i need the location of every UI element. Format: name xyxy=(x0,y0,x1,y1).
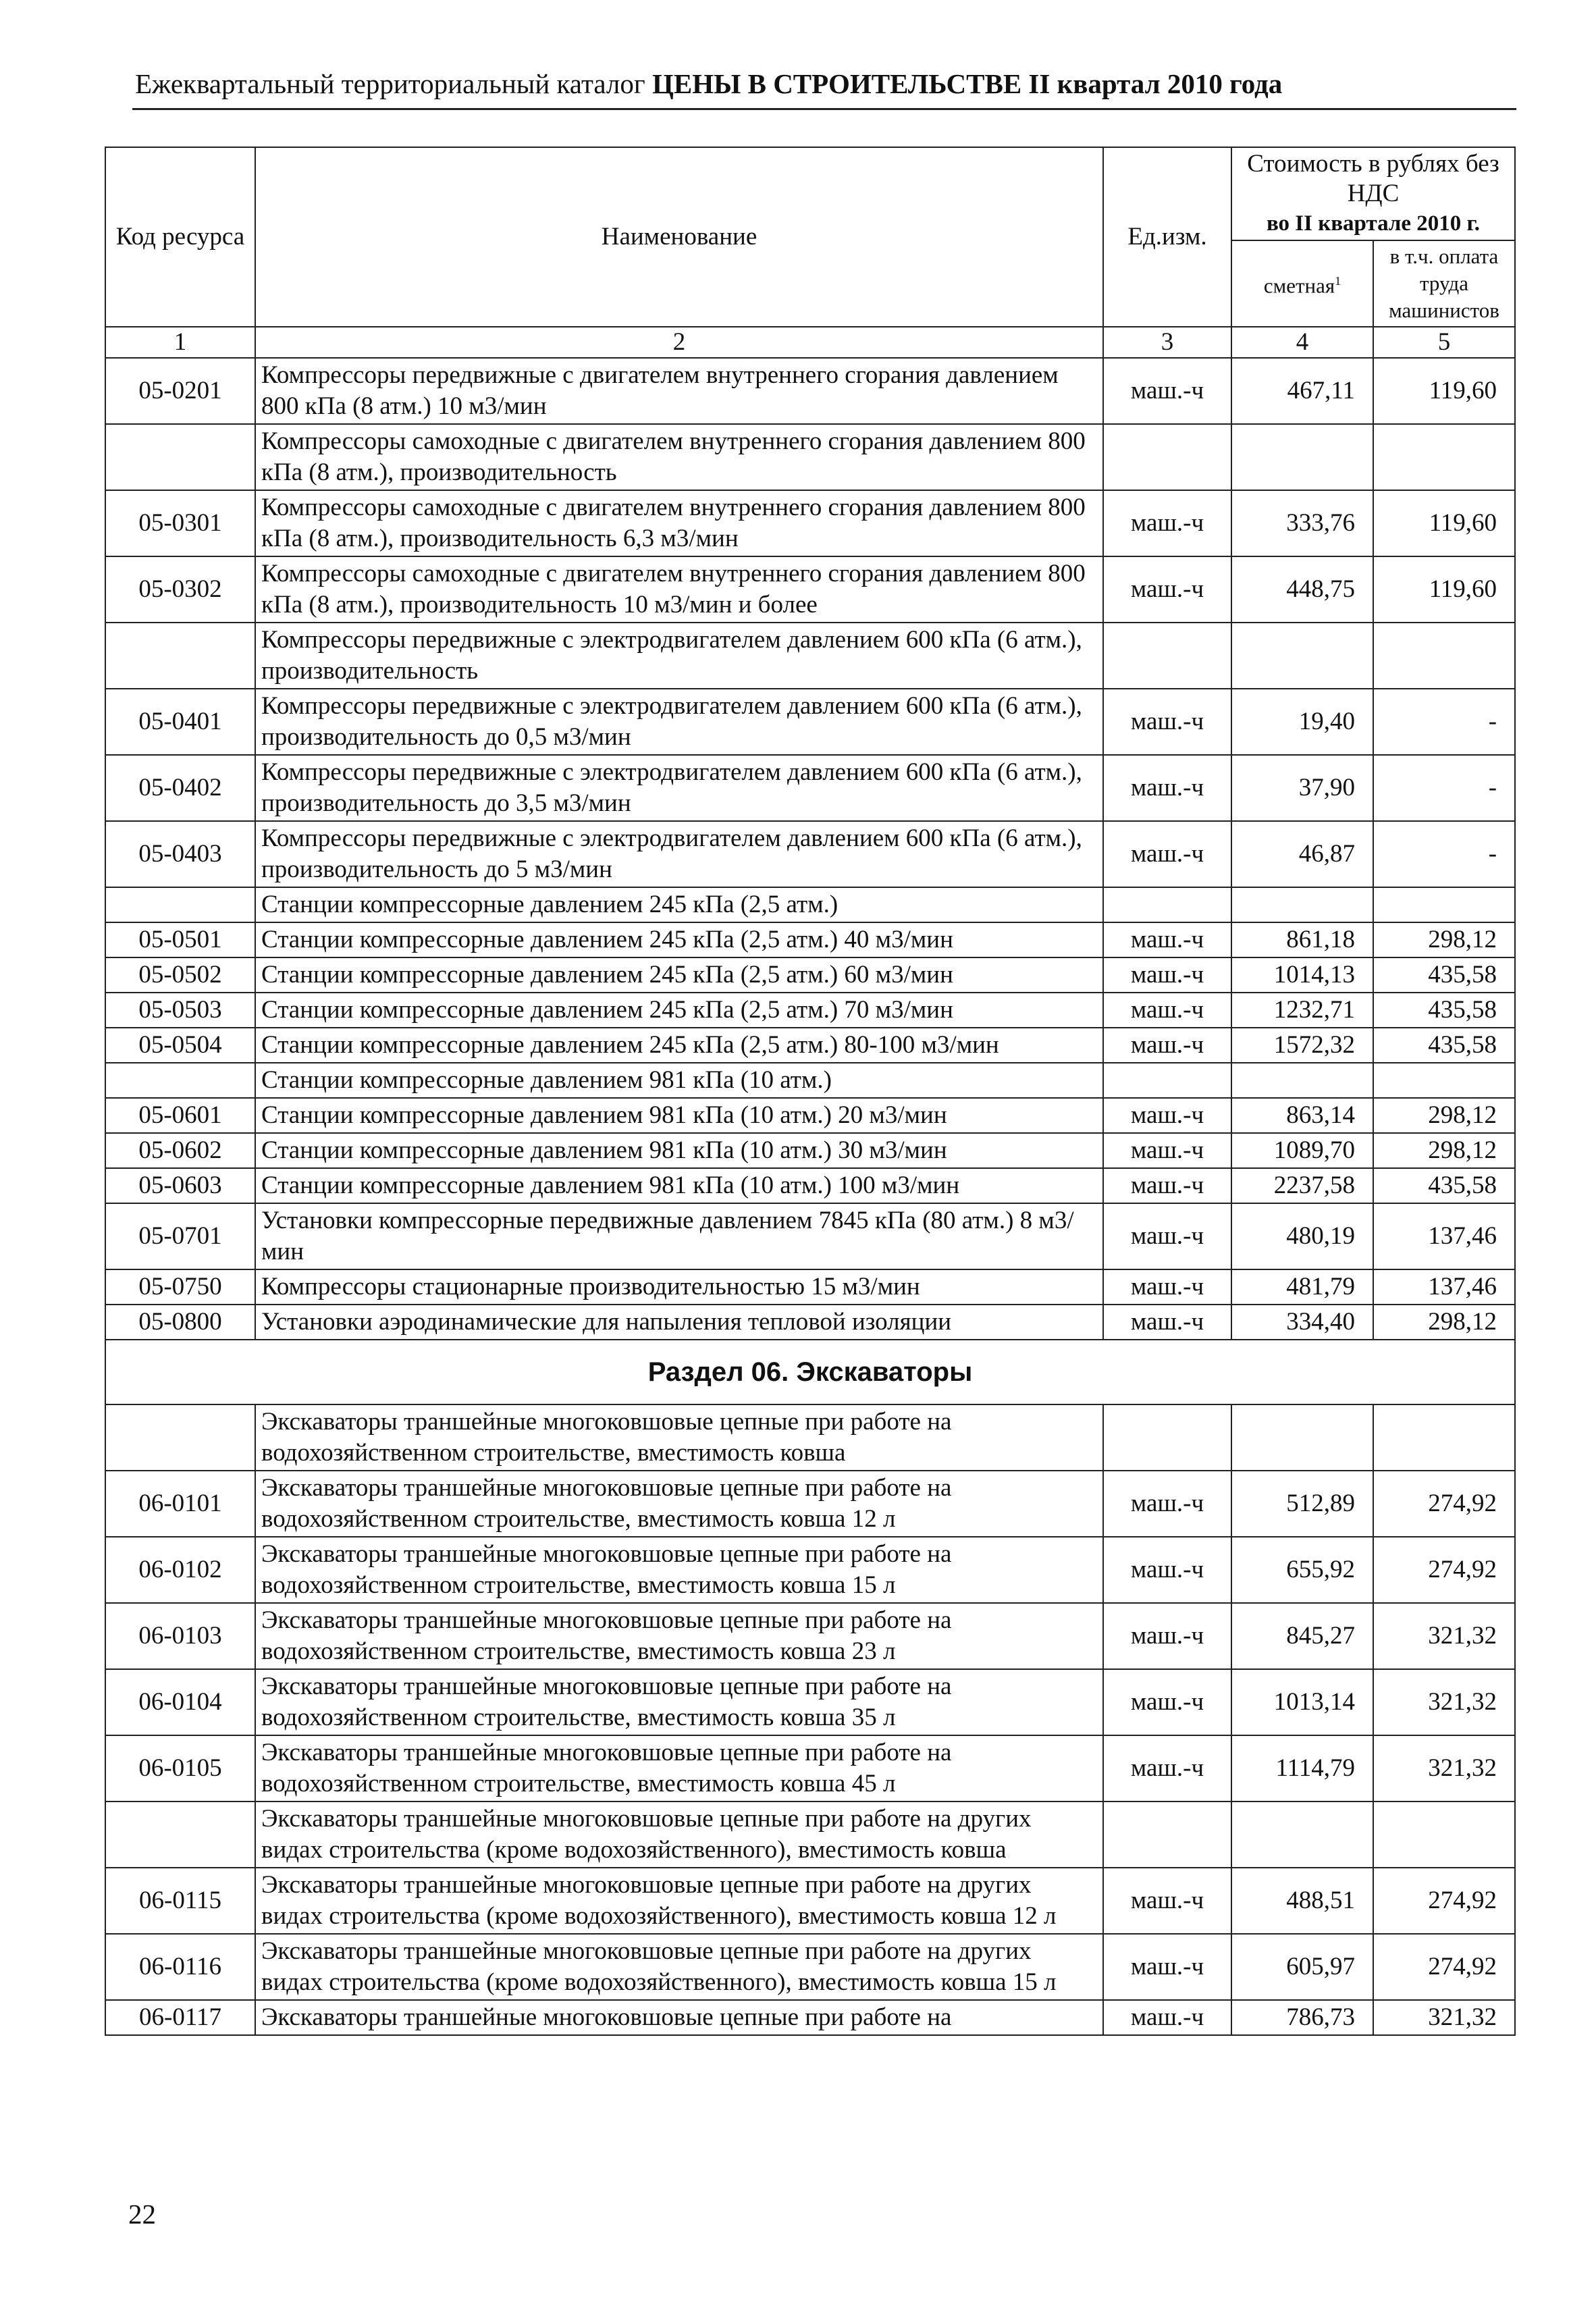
table-row xyxy=(105,1098,1515,1133)
resource-code: 05-0402 xyxy=(105,755,255,821)
resource-code: 05-0601 xyxy=(105,1098,255,1133)
price-cell: 1013,14 xyxy=(1231,1669,1373,1735)
unit-cell: маш.-ч xyxy=(1103,821,1231,887)
price-cell: 481,79 xyxy=(1231,1269,1373,1305)
labor-cost-cell: 321,32 xyxy=(1373,1669,1515,1735)
labor-cost-cell: 119,60 xyxy=(1373,358,1515,424)
resource-name: Станции компрессорные давлением 981 кПа (10 атм.) xyxy=(255,1063,1103,1098)
resource-name: Экскаваторы траншейные многоковшовые цепные при работе на водохозяйственном строительстве, вместимость ковша 45 л xyxy=(255,1735,1103,1802)
unit-cell: маш.-ч xyxy=(1103,1028,1231,1063)
unit-cell: маш.-ч xyxy=(1103,1868,1231,1934)
labor-cost-cell: 274,92 xyxy=(1373,1868,1515,1934)
price-cell: 1089,70 xyxy=(1231,1133,1373,1168)
resource-code: 06-0101 xyxy=(105,1471,255,1537)
resource-name: Станции компрессорные давлением 981 кПа (10 атм.) 20 м3/мин xyxy=(255,1098,1103,1133)
resource-code: 06-0116 xyxy=(105,1934,255,2000)
unit-cell xyxy=(1103,424,1231,490)
resource-name: Экскаваторы траншейные многоковшовые цепные при работе на xyxy=(255,2000,1103,2035)
unit-cell: маш.-ч xyxy=(1103,1669,1231,1735)
resource-code: 05-0603 xyxy=(105,1168,255,1203)
resource-code: 05-0502 xyxy=(105,957,255,993)
table-row xyxy=(105,1203,1515,1269)
resource-code xyxy=(105,623,255,689)
colnum-3: 3 xyxy=(1103,327,1231,358)
resource-name: Компрессоры передвижные с электродвигателем давлением 600 кПа (6 атм.), производительность до 0,5 м3/мин xyxy=(255,689,1103,755)
resource-code: 05-0701 xyxy=(105,1203,255,1269)
price-cell: 488,51 xyxy=(1231,1868,1373,1934)
unit-cell xyxy=(1103,887,1231,922)
unit-cell: маш.-ч xyxy=(1103,993,1231,1028)
resource-name: Компрессоры стационарные производительностью 15 м3/мин xyxy=(255,1269,1103,1305)
resource-name: Компрессоры передвижные с двигателем внутреннего сгорания давлением 800 кПа (8 атм.) 10 м3/мин xyxy=(255,358,1103,424)
unit-cell: маш.-ч xyxy=(1103,689,1231,755)
unit-cell: маш.-ч xyxy=(1103,755,1231,821)
resource-code: 06-0103 xyxy=(105,1603,255,1669)
table-row xyxy=(105,1168,1515,1203)
colnum-2: 2 xyxy=(255,327,1103,358)
price-cell: 1232,71 xyxy=(1231,993,1373,1028)
labor-cost-cell: 274,92 xyxy=(1373,1471,1515,1537)
labor-cost-cell xyxy=(1373,1404,1515,1471)
resource-code: 05-0750 xyxy=(105,1269,255,1305)
header-incl-labor: в т.ч. оплата труда машинистов xyxy=(1373,240,1515,327)
labor-cost-cell: - xyxy=(1373,689,1515,755)
unit-cell: маш.-ч xyxy=(1103,1735,1231,1802)
table-row xyxy=(105,821,1515,887)
resource-name: Станции компрессорные давлением 245 кПа (2,5 атм.) 70 м3/мин xyxy=(255,993,1103,1028)
labor-cost-cell: 435,58 xyxy=(1373,957,1515,993)
resource-name: Станции компрессорные давлением 981 кПа (10 атм.) 30 м3/мин xyxy=(255,1133,1103,1168)
footnote-mark: 1 xyxy=(1335,274,1341,288)
table-row xyxy=(105,755,1515,821)
header-prefix: Ежеквартальный территориальный каталог xyxy=(135,68,645,99)
resource-code xyxy=(105,1063,255,1098)
price-cell: 512,89 xyxy=(1231,1471,1373,1537)
table-row xyxy=(105,1305,1515,1340)
table-row xyxy=(105,1802,1515,1868)
unit-cell xyxy=(1103,1802,1231,1868)
resource-code xyxy=(105,1802,255,1868)
resource-name: Экскаваторы траншейные многоковшовые цепные при работе на водохозяйственном строительстве, вместимость ковша 15 л xyxy=(255,1537,1103,1603)
resource-code: 05-0501 xyxy=(105,922,255,957)
price-cell: 786,73 xyxy=(1231,2000,1373,2035)
section-title: Раздел 06. Экскаваторы xyxy=(105,1340,1515,1404)
unit-cell: маш.-ч xyxy=(1103,490,1231,556)
resource-name: Экскаваторы траншейные многоковшовые цепные при работе на других видах строительства (кроме водохозяйственного), вместимость ковша xyxy=(255,1802,1103,1868)
labor-cost-cell: 274,92 xyxy=(1373,1934,1515,2000)
table-row xyxy=(105,556,1515,623)
table-row xyxy=(105,1669,1515,1735)
colnum-4: 4 xyxy=(1231,327,1373,358)
price-cell: 480,19 xyxy=(1231,1203,1373,1269)
labor-cost-cell: 137,46 xyxy=(1373,1269,1515,1305)
resource-code: 05-0602 xyxy=(105,1133,255,1168)
resource-code: 06-0117 xyxy=(105,2000,255,2035)
resource-name: Установки аэродинамические для напыления тепловой изоляции xyxy=(255,1305,1103,1340)
price-cell xyxy=(1231,887,1373,922)
table-row xyxy=(105,887,1515,922)
resource-code: 05-0503 xyxy=(105,993,255,1028)
resource-code: 05-0800 xyxy=(105,1305,255,1340)
price-cell: 861,18 xyxy=(1231,922,1373,957)
unit-cell: маш.-ч xyxy=(1103,1537,1231,1603)
resource-code xyxy=(105,1404,255,1471)
table-row xyxy=(105,623,1515,689)
price-cell: 1572,32 xyxy=(1231,1028,1373,1063)
resource-name: Экскаваторы траншейные многоковшовые цепные при работе на водохозяйственном строительстве, вместимость ковша 35 л xyxy=(255,1669,1103,1735)
table-row xyxy=(105,1028,1515,1063)
table-row xyxy=(105,1934,1515,2000)
price-cell: 334,40 xyxy=(1231,1305,1373,1340)
labor-cost-cell: 298,12 xyxy=(1373,1305,1515,1340)
table-row xyxy=(105,957,1515,993)
colnum-1: 1 xyxy=(105,327,255,358)
price-cell xyxy=(1231,623,1373,689)
resource-code: 05-0302 xyxy=(105,556,255,623)
unit-cell: маш.-ч xyxy=(1103,358,1231,424)
labor-cost-cell: 119,60 xyxy=(1373,556,1515,623)
resource-name: Компрессоры передвижные с электродвигателем давлением 600 кПа (6 атм.), производительность до 5 м3/мин xyxy=(255,821,1103,887)
table-row xyxy=(105,1735,1515,1802)
price-cell: 655,92 xyxy=(1231,1537,1373,1603)
labor-cost-cell xyxy=(1373,1063,1515,1098)
table-row xyxy=(105,1471,1515,1537)
unit-cell: маш.-ч xyxy=(1103,1934,1231,2000)
resource-code: 05-0401 xyxy=(105,689,255,755)
labor-cost-cell: 298,12 xyxy=(1373,1133,1515,1168)
price-cell xyxy=(1231,1063,1373,1098)
resource-name: Экскаваторы траншейные многоковшовые цепные при работе на водохозяйственном строительстве, вместимость ковша 23 л xyxy=(255,1603,1103,1669)
resource-code: 06-0115 xyxy=(105,1868,255,1934)
resource-name: Экскаваторы траншейные многоковшовые цепные при работе на других видах строительства (кроме водохозяйственного), вместимость ковша 15 л xyxy=(255,1934,1103,2000)
price-cell: 1014,13 xyxy=(1231,957,1373,993)
labor-cost-cell: 274,92 xyxy=(1373,1537,1515,1603)
resource-code: 05-0201 xyxy=(105,358,255,424)
header-cost-group xyxy=(1231,147,1515,240)
price-cell xyxy=(1231,1802,1373,1868)
colnum-5: 5 xyxy=(1373,327,1515,358)
resource-name: Компрессоры самоходные с двигателем внутреннего сгорания давлением 800 кПа (8 атм.), производительность 10 м3/мин и более xyxy=(255,556,1103,623)
labor-cost-cell: 321,32 xyxy=(1373,2000,1515,2035)
resource-name: Компрессоры передвижные с электродвигателем давлением 600 кПа (6 атм.), производительность до 3,5 м3/мин xyxy=(255,755,1103,821)
labor-cost-cell: 137,46 xyxy=(1373,1203,1515,1269)
price-cell: 2237,58 xyxy=(1231,1168,1373,1203)
resource-name: Экскаваторы траншейные многоковшовые цепные при работе на водохозяйственном строительстве, вместимость ковша 12 л xyxy=(255,1471,1103,1537)
page-number: 22 xyxy=(128,2199,156,2230)
labor-cost-cell: - xyxy=(1373,821,1515,887)
resource-name: Экскаваторы траншейные многоковшовые цепные при работе на водохозяйственном строительстве, вместимость ковша xyxy=(255,1404,1103,1471)
table-row xyxy=(105,1269,1515,1305)
labor-cost-cell xyxy=(1373,887,1515,922)
resource-code xyxy=(105,424,255,490)
unit-cell: маш.-ч xyxy=(1103,1471,1231,1537)
header-cost-label: Стоимость в рублях без НДС xyxy=(1247,150,1499,207)
table-row xyxy=(105,490,1515,556)
price-cell: 37,90 xyxy=(1231,755,1373,821)
unit-cell: маш.-ч xyxy=(1103,922,1231,957)
resource-name: Компрессоры самоходные с двигателем внутреннего сгорания давлением 800 кПа (8 атм.), производительность xyxy=(255,424,1103,490)
price-cell: 1114,79 xyxy=(1231,1735,1373,1802)
labor-cost-cell: - xyxy=(1373,755,1515,821)
labor-cost-cell: 298,12 xyxy=(1373,1098,1515,1133)
table-row xyxy=(105,993,1515,1028)
unit-cell: маш.-ч xyxy=(1103,1305,1231,1340)
labor-cost-cell: 298,12 xyxy=(1373,922,1515,957)
header-title: ЦЕНЫ В СТРОИТЕЛЬСТВЕ II квартал 2010 года xyxy=(651,68,1283,99)
table-row xyxy=(105,1404,1515,1471)
table-row xyxy=(105,424,1515,490)
unit-cell xyxy=(1103,1404,1231,1471)
unit-cell: маш.-ч xyxy=(1103,556,1231,623)
unit-cell xyxy=(1103,1063,1231,1098)
labor-cost-cell xyxy=(1373,1802,1515,1868)
labor-cost-cell: 321,32 xyxy=(1373,1735,1515,1802)
table-row xyxy=(105,1868,1515,1934)
table-row xyxy=(105,1603,1515,1669)
labor-cost-cell xyxy=(1373,623,1515,689)
price-cell: 863,14 xyxy=(1231,1098,1373,1133)
labor-cost-cell: 435,58 xyxy=(1373,993,1515,1028)
labor-cost-cell xyxy=(1373,424,1515,490)
labor-cost-cell: 119,60 xyxy=(1373,490,1515,556)
unit-cell: маш.-ч xyxy=(1103,2000,1231,2035)
resource-code: 06-0105 xyxy=(105,1735,255,1802)
table-row xyxy=(105,689,1515,755)
resource-name: Станции компрессорные давлением 981 кПа (10 атм.) 100 м3/мин xyxy=(255,1168,1103,1203)
labor-cost-cell: 435,58 xyxy=(1373,1168,1515,1203)
labor-cost-cell: 321,32 xyxy=(1373,1603,1515,1669)
price-cell: 448,75 xyxy=(1231,556,1373,623)
resource-name: Установки компрессорные передвижные давлением 7845 кПа (80 атм.) 8 м3/мин xyxy=(255,1203,1103,1269)
price-cell xyxy=(1231,424,1373,490)
table-row xyxy=(105,1133,1515,1168)
header-period: во II квартале 2010 г. xyxy=(1266,211,1481,236)
price-cell: 19,40 xyxy=(1231,689,1373,755)
unit-cell: маш.-ч xyxy=(1103,1098,1231,1133)
resource-name: Станции компрессорные давлением 245 кПа (2,5 атм.) xyxy=(255,887,1103,922)
resource-code: 06-0104 xyxy=(105,1669,255,1735)
resource-code: 05-0504 xyxy=(105,1028,255,1063)
price-table-body xyxy=(105,147,1515,2035)
price-table xyxy=(105,147,1516,2036)
column-number-row xyxy=(105,327,1515,358)
header-estimated xyxy=(1231,240,1373,327)
resource-code xyxy=(105,887,255,922)
table-row xyxy=(105,922,1515,957)
unit-cell: маш.-ч xyxy=(1103,1203,1231,1269)
resource-name: Экскаваторы траншейные многоковшовые цепные при работе на других видах строительства (кроме водохозяйственного), вместимость ковша 12 л xyxy=(255,1868,1103,1934)
header-unit: Ед.изм. xyxy=(1103,147,1231,327)
unit-cell: маш.-ч xyxy=(1103,1603,1231,1669)
resource-name: Станции компрессорные давлением 245 кПа (2,5 атм.) 60 м3/мин xyxy=(255,957,1103,993)
table-row xyxy=(105,1537,1515,1603)
table-header-row xyxy=(105,147,1515,240)
unit-cell: маш.-ч xyxy=(1103,957,1231,993)
header-code: Код ресурса xyxy=(105,147,255,327)
resource-code: 05-0403 xyxy=(105,821,255,887)
resource-name: Станции компрессорные давлением 245 кПа (2,5 атм.) 40 м3/мин xyxy=(255,922,1103,957)
page-header xyxy=(135,68,1445,100)
unit-cell: маш.-ч xyxy=(1103,1168,1231,1203)
resource-code: 05-0301 xyxy=(105,490,255,556)
resource-code: 06-0102 xyxy=(105,1537,255,1603)
price-cell: 333,76 xyxy=(1231,490,1373,556)
price-cell: 605,97 xyxy=(1231,1934,1373,2000)
price-cell: 467,11 xyxy=(1231,358,1373,424)
unit-cell: маш.-ч xyxy=(1103,1133,1231,1168)
price-cell: 845,27 xyxy=(1231,1603,1373,1669)
table-row xyxy=(105,358,1515,424)
section-row xyxy=(105,1340,1515,1404)
price-cell xyxy=(1231,1404,1373,1471)
table-row xyxy=(105,1063,1515,1098)
labor-cost-cell: 435,58 xyxy=(1373,1028,1515,1063)
header-name: Наименование xyxy=(255,147,1103,327)
resource-name: Компрессоры самоходные с двигателем внутреннего сгорания давлением 800 кПа (8 атм.), производительность 6,3 м3/мин xyxy=(255,490,1103,556)
unit-cell: маш.-ч xyxy=(1103,1269,1231,1305)
resource-name: Компрессоры передвижные с электродвигателем давлением 600 кПа (6 атм.), производительность xyxy=(255,623,1103,689)
resource-name: Станции компрессорные давлением 245 кПа (2,5 атм.) 80-100 м3/мин xyxy=(255,1028,1103,1063)
unit-cell xyxy=(1103,623,1231,689)
header-rule xyxy=(132,108,1516,110)
table-row xyxy=(105,2000,1515,2035)
header-estimated-label: сметная xyxy=(1263,273,1335,298)
price-cell: 46,87 xyxy=(1231,821,1373,887)
